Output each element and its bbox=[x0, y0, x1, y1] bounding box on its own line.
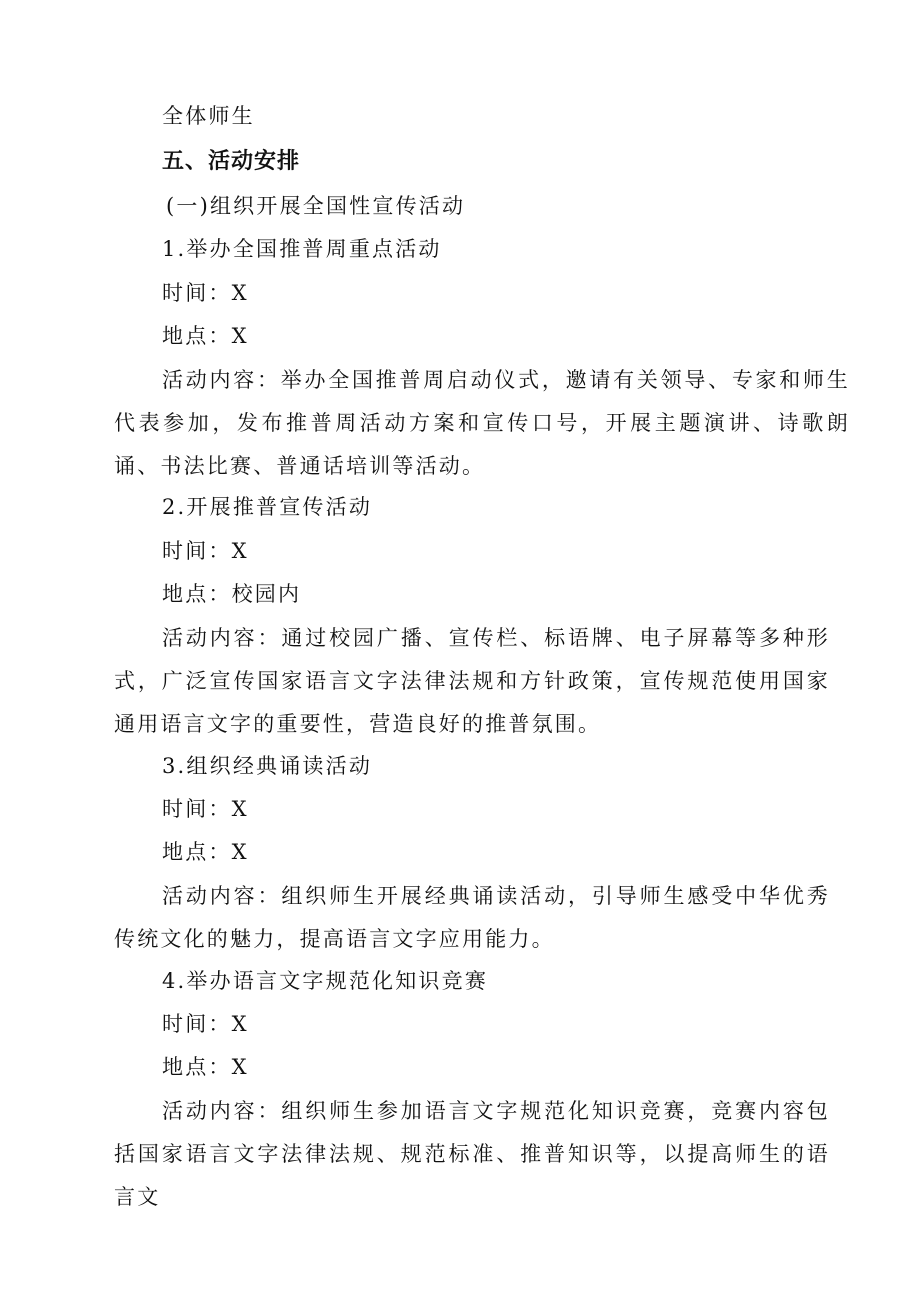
section-heading: 五、活动安排 bbox=[162, 149, 301, 174]
item-1-title: 1.举办全国推普周重点活动 bbox=[162, 237, 442, 261]
item-4-place: 地点：X bbox=[162, 1055, 249, 1079]
item-2-place: 地点：校园内 bbox=[162, 582, 302, 606]
item-3-time: 时间：X bbox=[162, 797, 249, 821]
audience-text: 全体师生 bbox=[162, 104, 255, 128]
item-1-content: 活动内容：举办全国推普周启动仪式，邀请有关领导、专家和师生代表参加，发布推普周活动方案和宣传口号，开展主题演讲、诗歌朗诵、书法比赛、普通话培训等活动。 bbox=[114, 368, 850, 478]
item-2-content: 活动内容：通过校园广播、宣传栏、标语牌、电子屏幕等多种形式，广泛宣传国家语言文字法律法规和方针政策，宣传规范使用国家通用语言文字的重要性，营造良好的推普氛围。 bbox=[114, 626, 830, 736]
item-4-content: 活动内容：组织师生参加语言文字规范化知识竞赛，竞赛内容包括国家语言文字法律法规、规范标准、推普知识等，以提高师生的语言文 bbox=[114, 1099, 830, 1209]
item-1-time: 时间：X bbox=[162, 281, 249, 305]
item-3-place: 地点：X bbox=[162, 840, 249, 864]
item-1-place: 地点：X bbox=[162, 324, 249, 348]
item-2-time: 时间：X bbox=[162, 539, 249, 563]
item-4-time: 时间：X bbox=[162, 1012, 249, 1036]
subsection-heading: (一)组织开展全国性宣传活动 bbox=[166, 194, 466, 218]
item-4-title: 4.举办语言文字规范化知识竞赛 bbox=[162, 969, 489, 993]
item-3-title: 3.组织经典诵读活动 bbox=[162, 754, 373, 778]
item-3-content: 活动内容：组织师生开展经典诵读活动，引导师生感受中华优秀传统文化的魅力，提高语言文字应用能力。 bbox=[114, 884, 830, 951]
item-2-title: 2.开展推普宣传活动 bbox=[162, 495, 373, 519]
